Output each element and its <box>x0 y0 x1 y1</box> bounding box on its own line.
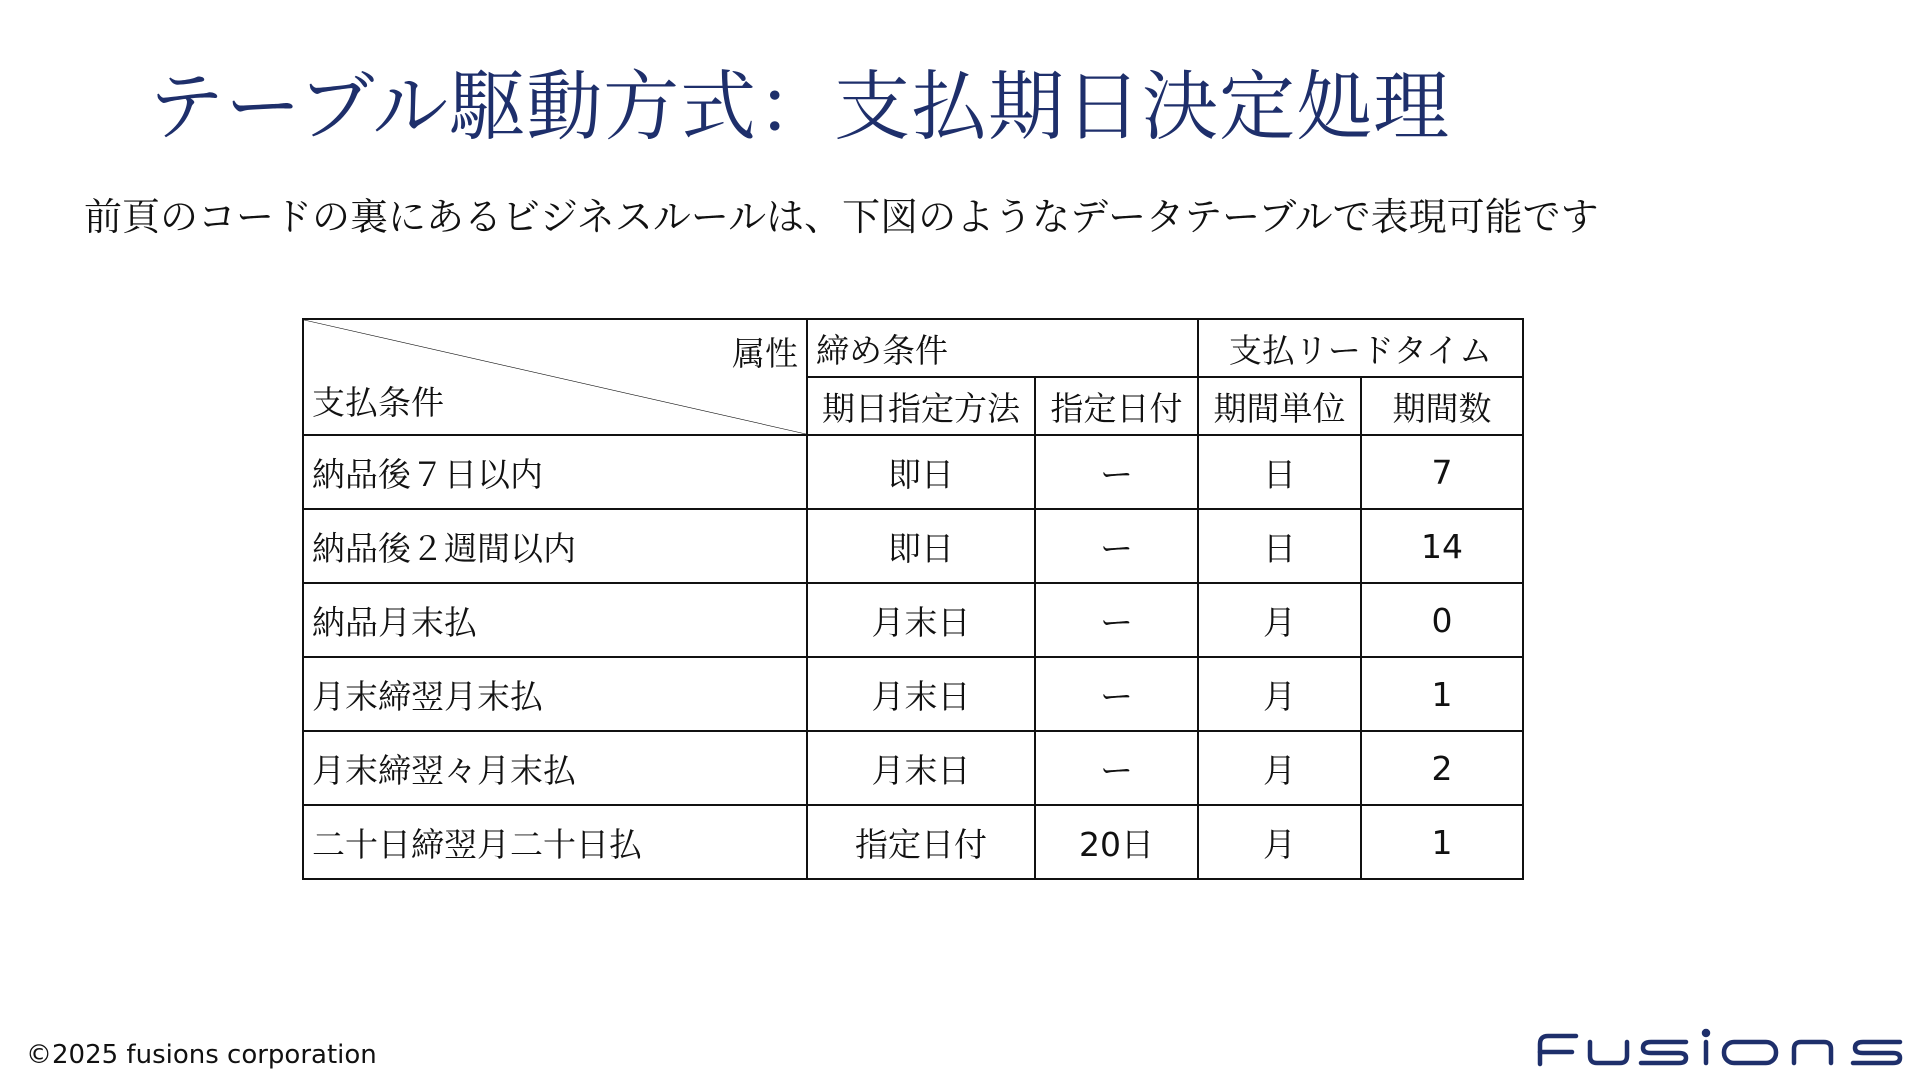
cell-count: 1 <box>1361 657 1523 731</box>
table-row <box>303 731 1523 805</box>
cell-date: ー <box>1035 435 1198 509</box>
cell-condition: 月末締翌々月末払 <box>303 731 807 805</box>
cell-method: 月末日 <box>807 583 1035 657</box>
cell-condition: 納品後７日以内 <box>303 435 807 509</box>
table-row <box>303 805 1523 879</box>
sub-header-date: 指定日付 <box>1035 377 1198 435</box>
cell-condition: 二十日締翌月二十日払 <box>303 805 807 879</box>
cell-date: ー <box>1035 731 1198 805</box>
table-row <box>303 435 1523 509</box>
page-title: テーブル駆動方式：支払期日決定処理 <box>148 62 1451 151</box>
fusions-logo <box>1536 1028 1906 1068</box>
cell-date: ー <box>1035 509 1198 583</box>
corner-header <box>303 319 807 435</box>
sub-header-count: 期間数 <box>1361 377 1523 435</box>
cell-method: 即日 <box>807 435 1035 509</box>
cell-unit: 月 <box>1198 657 1361 731</box>
cell-unit: 月 <box>1198 731 1361 805</box>
cell-date: ー <box>1035 583 1198 657</box>
page-subtitle: 前頁のコードの裏にあるビジネスルールは、下図のようなデータテーブルで表現可能です <box>84 195 1599 239</box>
group-header-closing: 締め条件 <box>807 319 1198 377</box>
cell-method: 指定日付 <box>807 805 1035 879</box>
cell-date: ー <box>1035 657 1198 731</box>
cell-unit: 月 <box>1198 805 1361 879</box>
cell-condition: 納品後２週間以内 <box>303 509 807 583</box>
copyright-text: ©2025 fusions corporation <box>26 1040 377 1070</box>
cell-unit: 月 <box>1198 583 1361 657</box>
corner-attr-label: 属性 <box>732 334 798 373</box>
cell-method: 月末日 <box>807 731 1035 805</box>
cell-count: 7 <box>1361 435 1523 509</box>
cell-date: 20日 <box>1035 805 1198 879</box>
cell-method: 即日 <box>807 509 1035 583</box>
sub-header-method: 期日指定方法 <box>807 377 1035 435</box>
sub-header-unit: 期間単位 <box>1198 377 1361 435</box>
cell-count: 1 <box>1361 805 1523 879</box>
cell-condition: 納品月末払 <box>303 583 807 657</box>
corner-cond-label: 支払条件 <box>312 383 444 422</box>
cell-count: 2 <box>1361 731 1523 805</box>
cell-unit: 日 <box>1198 509 1361 583</box>
table-row <box>303 509 1523 583</box>
cell-unit: 日 <box>1198 435 1361 509</box>
cell-count: 0 <box>1361 583 1523 657</box>
table-row <box>303 583 1523 657</box>
cell-method: 月末日 <box>807 657 1035 731</box>
payment-rule-table <box>302 318 1524 880</box>
group-header-leadtime: 支払リードタイム <box>1198 319 1523 377</box>
table-row <box>303 657 1523 731</box>
cell-condition: 月末締翌月末払 <box>303 657 807 731</box>
cell-count: 14 <box>1361 509 1523 583</box>
